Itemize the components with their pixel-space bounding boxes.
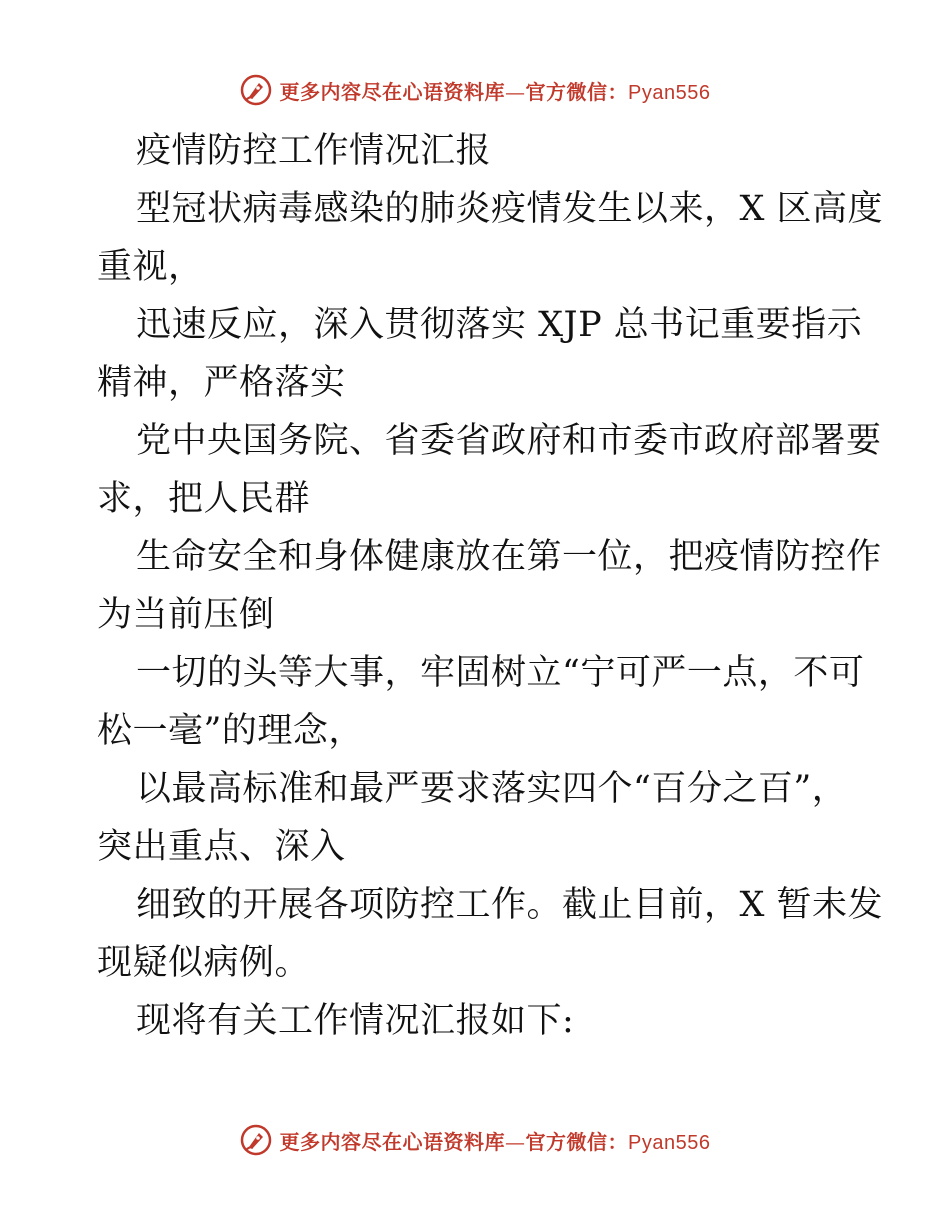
pen-nib-logo-icon: [240, 74, 272, 106]
footer-watermark: [0, 1120, 950, 1160]
paragraph-line: 以最高标准和最严要求落实四个“百分之百”，: [136, 769, 848, 809]
paragraph-line: 现将有关工作情况汇报如下:: [136, 1001, 575, 1041]
paragraph-line: 现疑似病例。: [97, 943, 311, 983]
paragraph-line: 生命安全和身体健康放在第一位，把疫情防控作: [136, 537, 882, 577]
header-watermark: [0, 70, 950, 110]
pen-nib-logo-icon: [240, 1124, 272, 1156]
document-body: [97, 122, 884, 1050]
watermark-text: 更多内容尽在心语资料库—官方微信：Pyan556: [279, 1129, 711, 1154]
paragraph-line: 迅速反应，深入贯彻落实 XJP 总书记重要指示: [136, 305, 863, 345]
paragraph-line: 精神，严格落实: [97, 363, 346, 403]
document-title: 疫情防控工作情况汇报: [136, 131, 492, 171]
paragraph-line: 突出重点、深入: [97, 827, 346, 867]
paragraph-line: 为当前压倒: [97, 595, 275, 635]
paragraph-line: 重视，: [97, 247, 204, 287]
paragraph-line: 松一毫”的理念，: [97, 711, 364, 751]
paragraph-line: 党中央国务院、省委省政府和市委市政府部署要: [136, 421, 882, 461]
paragraph-line: 型冠状病毒感染的肺炎疫情发生以来，X 区高度: [136, 189, 884, 229]
watermark-text: 更多内容尽在心语资料库—官方微信：Pyan556: [279, 79, 711, 104]
paragraph-line: 求，把人民群: [97, 479, 311, 519]
paragraph-line: 细致的开展各项防控工作。截止目前，X 暂未发: [136, 885, 884, 925]
paragraph-line: 一切的头等大事，牢固树立“宁可严一点，不可: [136, 653, 865, 693]
